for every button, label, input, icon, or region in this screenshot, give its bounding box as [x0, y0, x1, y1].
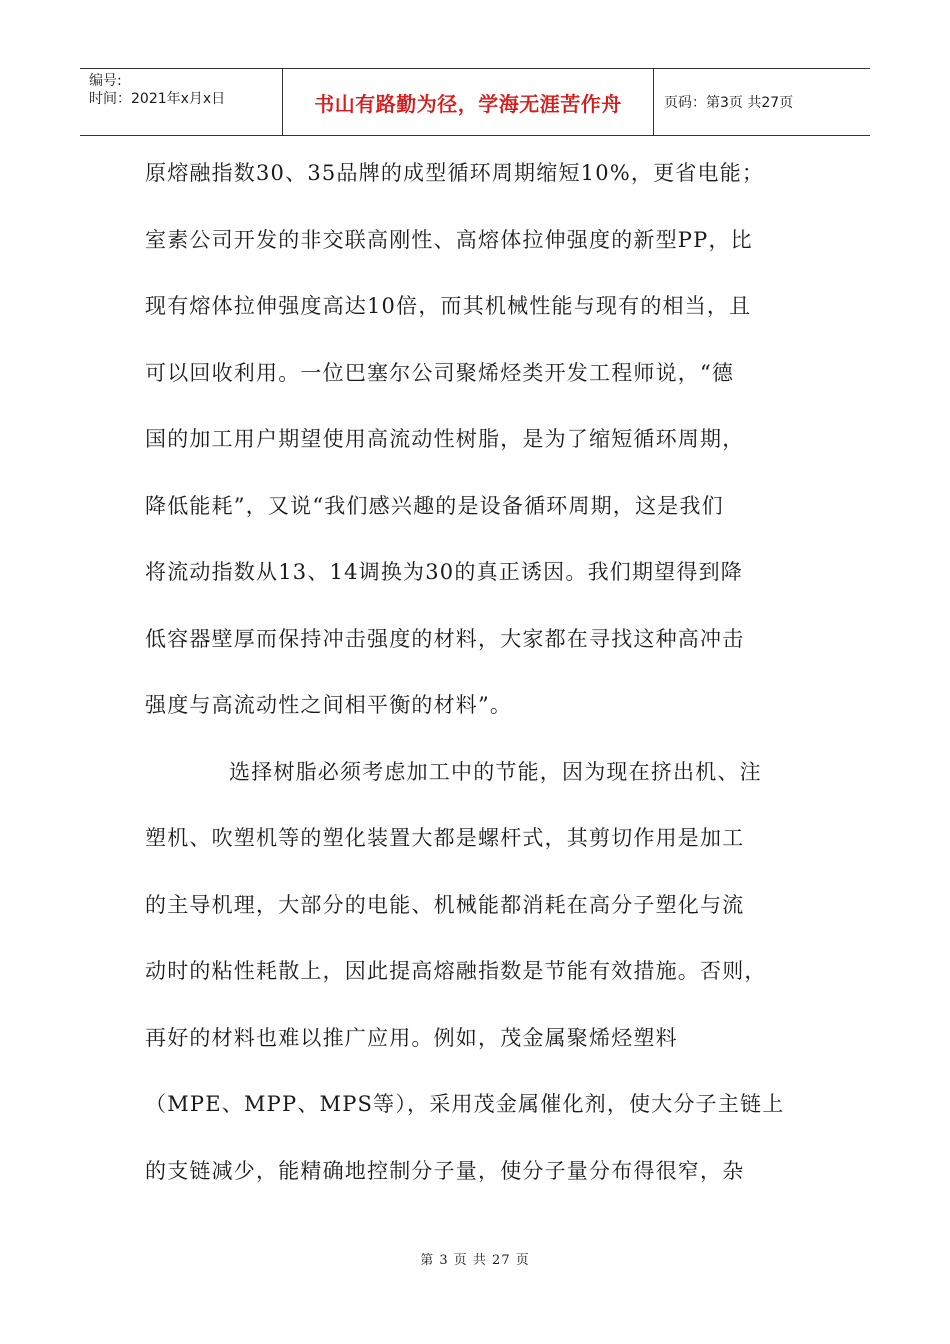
page-footer: 第 3 页 共 27 页	[420, 1253, 530, 1268]
text-line: 降低能耗”，又说“我们感兴趣的是设备循环周期，这是我们	[145, 493, 724, 518]
header-motto-cell	[283, 69, 654, 135]
text-line: 室素公司开发的非交联高刚性、高熔体拉伸强度的新型PP，比	[145, 227, 753, 252]
text-line: （MPE、MPP、MPS等），采用茂金属催化剂，使大分子主链上	[145, 1092, 785, 1116]
page-header	[80, 68, 870, 136]
text-line: 动时的粘性耗散上，因此提高熔融指数是节能有效措施。否则，	[145, 959, 767, 983]
header-meta-cell	[80, 69, 283, 135]
serial-label: 编号:	[89, 73, 122, 89]
text-line: 低容器壁厚而保持冲击强度的材料，大家都在寻找这种高冲击	[145, 626, 745, 651]
page-info: 页码：第3页 共27页	[664, 95, 794, 111]
text-line: 现有熔体拉伸强度高达10倍，而其机械性能与现有的相当，且	[145, 294, 752, 318]
text-line: 国的加工用户期望使用高流动性树脂，是为了缩短循环周期，	[145, 427, 745, 451]
text-line: 塑机、吹塑机等的塑化装置大都是螺杆式，其剪切作用是加工	[145, 826, 745, 850]
text-line: 原熔融指数30、35品牌的成型循环周期缩短10%，更省电能；	[145, 161, 765, 185]
text-line: 强度与高流动性之间相平衡的材料”。	[145, 693, 513, 717]
text-line: 可以回收利用。一位巴塞尔公司聚烯烃类开发工程师说，“德	[145, 360, 735, 385]
time-label: 时间：2021年x月x日	[89, 91, 226, 107]
text-line: 的支链减少，能精确地控制分子量，使分子量分布得很窄，杂	[145, 1158, 745, 1183]
text-line: 再好的材料也难以推广应用。例如，茂金属聚烯烃塑料	[145, 1025, 678, 1050]
text-line: 的主导机理，大部分的电能、机械能都消耗在高分子塑化与流	[145, 892, 745, 917]
paragraph-start-line: 选择树脂必须考虑加工中的节能，因为现在挤出机、注	[229, 759, 762, 784]
text-line: 将流动指数从13、14调换为30的真正诱因。我们期望得到降	[145, 560, 743, 584]
motto-text: 书山有路勤为径，学海无涯苦作舟	[314, 91, 622, 116]
header-page-cell	[654, 69, 870, 135]
document-body	[145, 140, 810, 1204]
